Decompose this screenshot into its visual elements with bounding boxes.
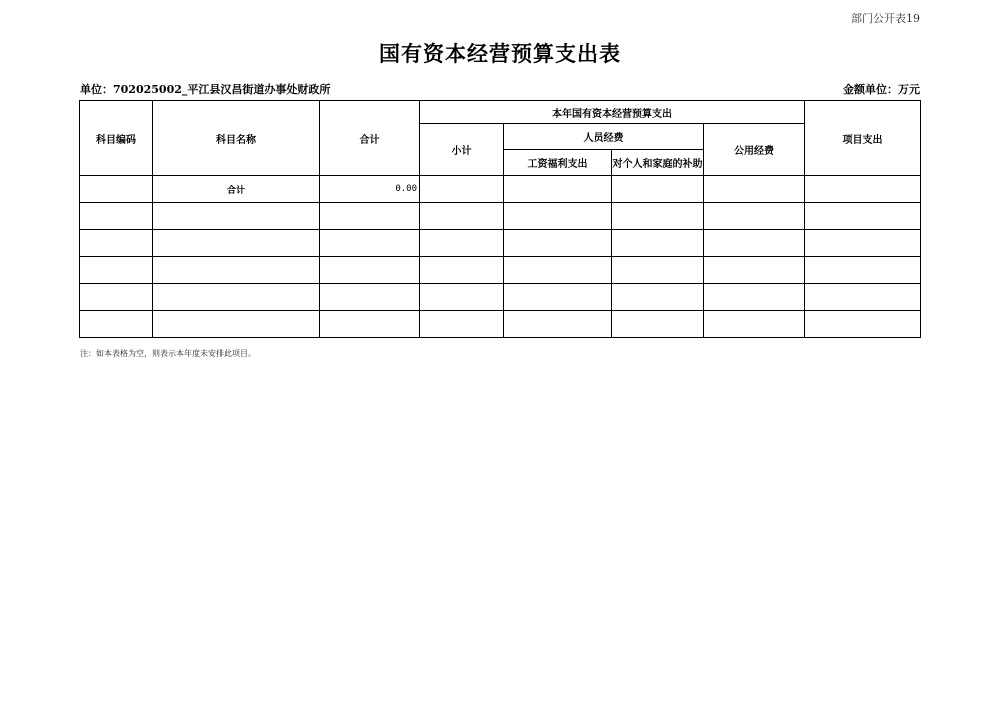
cell-total: 0.00: [320, 176, 420, 203]
cell-wages: [504, 203, 612, 230]
header-name: 科目名称: [153, 101, 320, 176]
cell-name: [153, 257, 320, 284]
cell-subsidies: [612, 257, 704, 284]
cell-public-funds: [704, 176, 805, 203]
header-project: 项目支出: [805, 101, 921, 176]
cell-project: [805, 176, 921, 203]
cell-subsidies: [612, 203, 704, 230]
cell-code: [80, 230, 153, 257]
cell-subtotal: [420, 176, 504, 203]
cell-project: [805, 257, 921, 284]
cell-wages: [504, 284, 612, 311]
cell-wages: [504, 257, 612, 284]
cell-project: [805, 311, 921, 338]
cell-code: [80, 203, 153, 230]
table-row: [80, 311, 921, 338]
cell-wages: [504, 230, 612, 257]
header-total: 合计: [320, 101, 420, 176]
table-row: [80, 230, 921, 257]
unit-label: 单位：702025002_平江县汉昌街道办事处财政所: [80, 83, 331, 96]
cell-name: [153, 203, 320, 230]
table-row-total: [80, 176, 921, 203]
cell-public-funds: [704, 203, 805, 230]
cell-code: [80, 311, 153, 338]
cell-wages: [504, 176, 612, 203]
cell-total: [320, 257, 420, 284]
header-code: 科目编码: [80, 101, 153, 176]
cell-code: [80, 284, 153, 311]
header-personnel: 人员经费: [504, 124, 704, 150]
cell-public-funds: [704, 230, 805, 257]
cell-subtotal: [420, 230, 504, 257]
cell-code: [80, 176, 153, 203]
cell-total: [320, 311, 420, 338]
header-subsidies: 对个人和家庭的补助: [612, 150, 704, 176]
cell-subtotal: [420, 311, 504, 338]
page-title: 国有资本经营预算支出表: [379, 41, 621, 66]
cell-subsidies: [612, 311, 704, 338]
cell-name: [153, 230, 320, 257]
cell-name: [153, 311, 320, 338]
cell-public-funds: [704, 257, 805, 284]
cell-subsidies: [612, 176, 704, 203]
cell-total: [320, 230, 420, 257]
header-wages: 工资福利支出: [504, 150, 612, 176]
footnote: 注：如本表格为空，则表示本年度未安排此项目。: [80, 349, 256, 358]
table-body: [80, 176, 921, 338]
cell-subtotal: [420, 257, 504, 284]
cell-subtotal: [420, 284, 504, 311]
cell-subsidies: [612, 284, 704, 311]
cell-subsidies: [612, 230, 704, 257]
table-row: [80, 203, 921, 230]
cell-name: [153, 284, 320, 311]
cell-name: 合计: [153, 176, 320, 203]
budget-table: [79, 100, 921, 338]
table-row: [80, 257, 921, 284]
cell-public-funds: [704, 311, 805, 338]
cell-project: [805, 203, 921, 230]
cell-wages: [504, 311, 612, 338]
cell-subtotal: [420, 203, 504, 230]
header-subtotal: 小计: [420, 124, 504, 176]
amount-unit-label: 金额单位：万元: [843, 83, 920, 96]
cell-project: [805, 230, 921, 257]
cell-code: [80, 257, 153, 284]
cell-public-funds: [704, 284, 805, 311]
cell-total: [320, 284, 420, 311]
header-public-funds: 公用经费: [704, 124, 805, 176]
form-number-label: 部门公开表19: [851, 12, 920, 25]
table-row: [80, 284, 921, 311]
meta-row: [80, 81, 920, 97]
header-current-year-group: 本年国有资本经营预算支出: [420, 101, 805, 124]
cell-project: [805, 284, 921, 311]
cell-total: [320, 203, 420, 230]
